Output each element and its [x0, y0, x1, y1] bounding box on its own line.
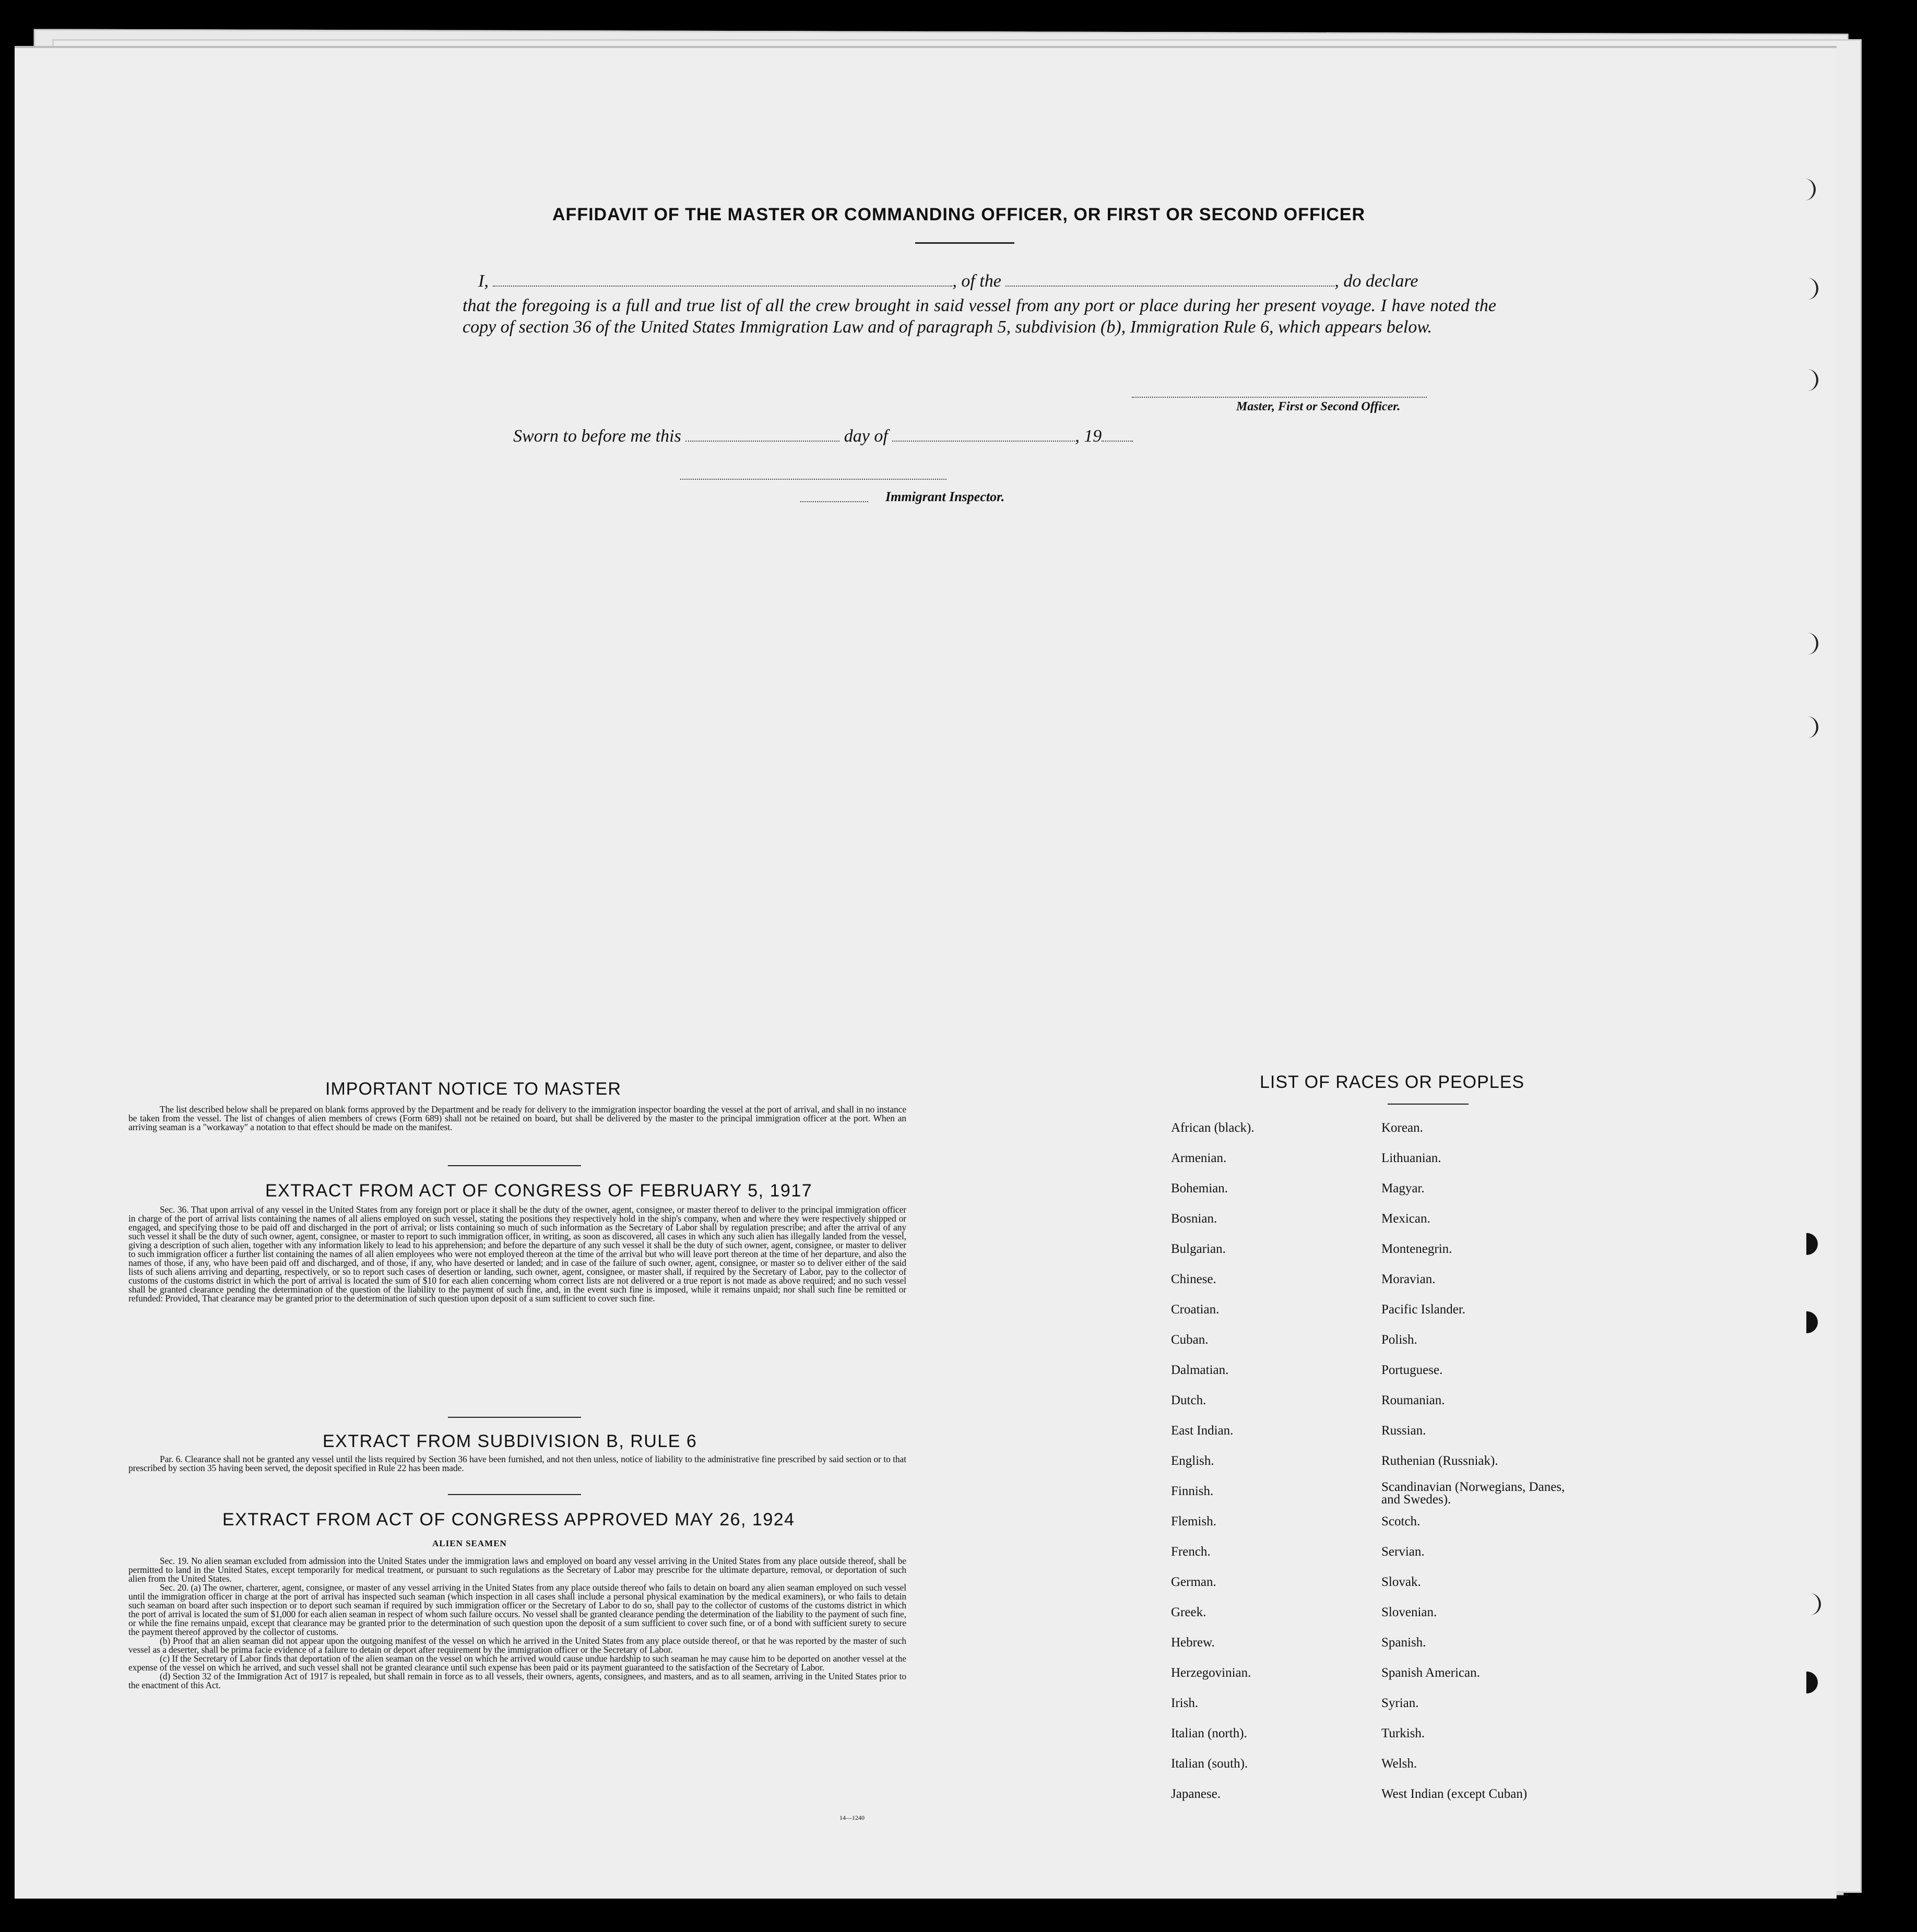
race-item: Scotch.: [1381, 1514, 1421, 1528]
extract1-body: [128, 1205, 906, 1303]
extract3-paragraph: (c) If the Secretary of Labor finds that deportation of the alien seaman on the vessel on which he arrived would cause undue hardship to such seaman he may cause him to be deported on another vessel at the expense of the vessel on which he arrived, and such vessel shall not be granted clearance until such expense has been paid or its payment guaranteed to the satisfaction of the Secretary of Labor.: [128, 1653, 906, 1673]
race-item: Armenian.: [1171, 1151, 1227, 1165]
race-item: Dutch.: [1171, 1393, 1206, 1407]
race-item: Mexican.: [1381, 1212, 1430, 1226]
race-item: Dalmatian.: [1171, 1363, 1229, 1377]
race-item: Bulgarian.: [1171, 1242, 1226, 1256]
race-item: Magyar.: [1381, 1181, 1425, 1195]
race-item: Bosnian.: [1171, 1212, 1217, 1226]
race-item: Welsh.: [1381, 1757, 1417, 1771]
inspector-signature-field[interactable]: [680, 479, 946, 480]
race-item: Turkish.: [1381, 1726, 1425, 1740]
inspector-label: Immigrant Inspector.: [885, 489, 1005, 504]
race-item: German.: [1171, 1575, 1216, 1589]
race-item: Russian.: [1381, 1424, 1426, 1438]
binder-hole: [1800, 179, 1816, 200]
race-item: Italian (north).: [1171, 1726, 1247, 1740]
race-item: Roumanian.: [1381, 1393, 1445, 1407]
race-item: Montenegrin.: [1381, 1242, 1452, 1256]
master-signature-label: Master, First or Second Officer.: [1236, 400, 1401, 413]
name-field[interactable]: [493, 285, 952, 287]
form-number: 14—1240: [839, 1814, 865, 1821]
extract2-title: EXTRACT FROM SUBDIVISION B, RULE 6: [323, 1431, 697, 1451]
race-item: African (black).: [1171, 1121, 1255, 1135]
binder-hole: [1803, 369, 1818, 391]
race-item: Chinese.: [1171, 1272, 1216, 1286]
race-item: Servian.: [1381, 1545, 1425, 1559]
race-item: Irish.: [1171, 1696, 1199, 1710]
binder-hole: [1803, 716, 1818, 738]
race-item: Moravian.: [1381, 1272, 1436, 1286]
race-item: Greek.: [1171, 1605, 1206, 1619]
notice-body: [128, 1105, 906, 1132]
vessel-field[interactable]: [1005, 285, 1334, 287]
race-item: Cuban.: [1171, 1333, 1209, 1347]
sworn-prefix: Sworn to before me this: [513, 426, 681, 446]
race-item: East Indian.: [1171, 1424, 1234, 1438]
race-item: West Indian (except Cuban): [1381, 1787, 1528, 1801]
declare-i: I,: [478, 271, 489, 291]
race-item: Spanish American.: [1381, 1666, 1480, 1680]
divider: [915, 242, 1014, 244]
race-item: Bohemian.: [1171, 1181, 1228, 1195]
race-item: Croatian.: [1171, 1302, 1220, 1317]
race-item: Scandinavian (Norwegians, Danes, and Swedes).: [1381, 1480, 1565, 1507]
form-sheet: [15, 46, 1837, 1899]
declare-do-declare: , do declare: [1334, 271, 1418, 291]
binder-hole: [1806, 1311, 1818, 1333]
race-item: Hebrew.: [1171, 1635, 1215, 1650]
divider: [448, 1494, 581, 1495]
race-item: Polish.: [1381, 1333, 1417, 1347]
day-field[interactable]: [685, 440, 839, 442]
extract3-paragraph: (d) Section 32 of the Immigration Act of 1917 is repealed, but shall remain in force as to all vessels, their owners, agents, consignees, and masters, and as to all seamen, arriving in the United States prior to the enactment of this Act.: [128, 1671, 906, 1690]
race-item: English.: [1171, 1454, 1214, 1468]
race-item: Lithuanian.: [1381, 1151, 1441, 1165]
races-title: LIST OF RACES OR PEOPLES: [1260, 1072, 1525, 1092]
race-item: Syrian.: [1381, 1696, 1419, 1710]
race-item: Herzegovinian.: [1171, 1666, 1251, 1680]
binder-hole: [1803, 278, 1818, 300]
sworn-year: , 19: [1075, 426, 1102, 446]
race-item: French.: [1171, 1545, 1211, 1559]
inspector-dots: [800, 501, 868, 502]
sworn-day-of: day of: [844, 426, 888, 446]
binder-hole: [1805, 1593, 1821, 1615]
declare-of-the: , of the: [952, 271, 1001, 291]
race-item: Spanish.: [1381, 1635, 1426, 1650]
race-item: Korean.: [1381, 1121, 1423, 1135]
race-item: Flemish.: [1171, 1514, 1216, 1528]
extract1-title: EXTRACT FROM ACT OF CONGRESS OF FEBRUARY 5, 1917: [265, 1181, 813, 1201]
race-item: Italian (south).: [1171, 1757, 1248, 1771]
sworn-line: [513, 426, 1133, 446]
extract1-paragraph: Sec. 36. That upon arrival of any vessel in the United States from any foreign port or place it shall be the duty of the owner, agent, consignee, or master thereof to deliver to the principal immigration officer in charge of the port of arrival lists containing the names of all aliens employed on such vessel, stating the positions they respectively hold in the ship's company, when and where they were respectively shipped or engaged, and specifying those to be paid off and discharged in the port of arrival; or lists containing so much of such information as the Secretary of Labor shall by regulation prescribe; and after the arrival of any such vessel it shall be the duty of such owner, agent, consignee, or master to report to such immigration officer, in writing, as soon as discovered, all cases in which any such alien has illegally landed from the vessel, giving a description of such alien, together with any information likely to lead to his apprehension; and before the departure of any such vessel it shall be the duty of such owner, agent, consignee, or master to deliver to such immigration officer a further list containing the names of all alien employees who were not employed thereon at the time of the arrival but who will leave port thereon at the time of her departure, and also the names of those, if any, who have been paid off and discharged, and of those, if any, who have deserted or landed; and in case of the failure of such owner, agent, consignee, or master so to deliver either of the said lists of such aliens arriving and departing, respectively, or so to report such cases of desertion or landing, such owner, agent, consignee, or master shall, if required by the Secretary of Labor, pay to the collector of customs of the customs district in which the port of arrival is located the sum of $10 for each alien concerning whom correct lists are not delivered or a true report is not made as above required; and no such vessel shall be granted clearance pending the determination of the question of the liability to the payment of such fine, and, in the event such fine is imposed, while it remains unpaid; nor shall such fine be remitted or refunded: Provided, That clearance may be granted prior to the determination of such question upon deposit of a sum sufficient to cover such fine.: [128, 1204, 906, 1303]
divider: [448, 1417, 581, 1418]
race-item: Pacific Islander.: [1381, 1302, 1466, 1317]
divider: [1388, 1104, 1469, 1105]
race-item: Finnish.: [1171, 1484, 1214, 1498]
master-signature-field[interactable]: [1132, 397, 1427, 398]
notice-paragraph: The list described below shall be prepared on blank forms approved by the Department and be ready for delivery to the immigration inspector boarding the vessel at the port of arrival, and shall in no instance be taken from the vessel. The list of changes of alien members of crews (Form 689) shall not be retained on board, but shall be delivered by the master to the principal immigration officer at the port. When an arriving seaman is a "workaway" a notation to that effect should be made on the manifest.: [128, 1104, 906, 1132]
divider: [448, 1165, 581, 1166]
extract3-body: [128, 1557, 906, 1690]
race-item: Ruthenian (Russniak).: [1381, 1454, 1498, 1468]
extract3-paragraph: (b) Proof that an alien seaman did not appear upon the outgoing manifest of the vessel on which he arrived in the United States from any place outside thereof, or that he was reported by the master of such vessel as a deserter, shall be prima facie evidence of a failure to detain or deport after requirement by the immigration officer or the Secretary of Labor.: [128, 1635, 906, 1655]
declaration-body: that the foregoing is a full and true list of all the crew brought in said vessel from any port or place during her present voyage. I have noted the copy of section 36 of the United States Immigration Law and of paragraph 5, subdivision (b), Immigration Rule 6, which appears below.: [463, 296, 1496, 337]
race-item: Slovak.: [1381, 1575, 1421, 1589]
extract2-paragraph: Par. 6. Clearance shall not be granted any vessel until the lists required by Section 36 have been furnished, and not then unless, notice of liability to the administrative fine prescribed by said section or to that prescribed by section 35 having been served, the deposit specified in Rule 22 has been made.: [128, 1454, 906, 1473]
binder-hole: [1803, 633, 1818, 655]
extract2-body: [128, 1455, 906, 1473]
month-field[interactable]: [892, 440, 1075, 442]
binder-hole: [1806, 1233, 1818, 1255]
binder-hole: [1806, 1672, 1818, 1693]
extract3-paragraph: Sec. 19. No alien seaman excluded from admission into the United States under the immigration laws and employed on board any vessel arriving in the United States from any place outside thereof, shall be permitted to land in the United States, except temporarily for medical treatment, or pursuant to such regulations as the Secretary of Labor may prescribe for the ultimate departure, removal, or deportation of such alien from the United States.: [128, 1556, 906, 1584]
race-item: Japanese.: [1171, 1787, 1221, 1801]
extract3-paragraph: Sec. 20. (a) The owner, charterer, agent, consignee, or master of any vessel arriving in the United States from any place outside thereof who fails to detain on board any alien seaman employed on such vessel until the immigration officer in charge at the port of arrival has inspected such seaman (which inspection in all cases shall include a personal physical examination by the medical examiners), or who fails to detain such seaman on board after such inspection or to deport such seaman if required by such immigration officer or the Secretary of Labor to do so, shall pay to the collector of customs of the customs district in which the port of arrival is located the sum of $1,000 for each alien seaman in respect of whom such failure occurs. No vessel shall be granted clearance pending the determination of the liability to the payment of such fine, or while the fine remains unpaid, except that clearance may be granted prior to the determination of such question upon the deposit of a sum sufficient to cover such fine, or of a bond with sufficient surety to secure the payment thereof approved by the collector of customs.: [128, 1582, 906, 1637]
affidavit-title: AFFIDAVIT OF THE MASTER OR COMMANDING OFFICER, OR FIRST OR SECOND OFFICER: [552, 205, 1365, 224]
declaration-line: [478, 271, 1418, 291]
alien-seamen-subtitle: ALIEN SEAMEN: [432, 1538, 507, 1548]
race-item: Portuguese.: [1381, 1363, 1443, 1377]
notice-title: IMPORTANT NOTICE TO MASTER: [325, 1079, 621, 1099]
race-item: Slovenian.: [1381, 1605, 1437, 1619]
extract3-title: EXTRACT FROM ACT OF CONGRESS APPROVED MAY 26, 1924: [222, 1510, 795, 1530]
year-field[interactable]: [1102, 440, 1133, 442]
